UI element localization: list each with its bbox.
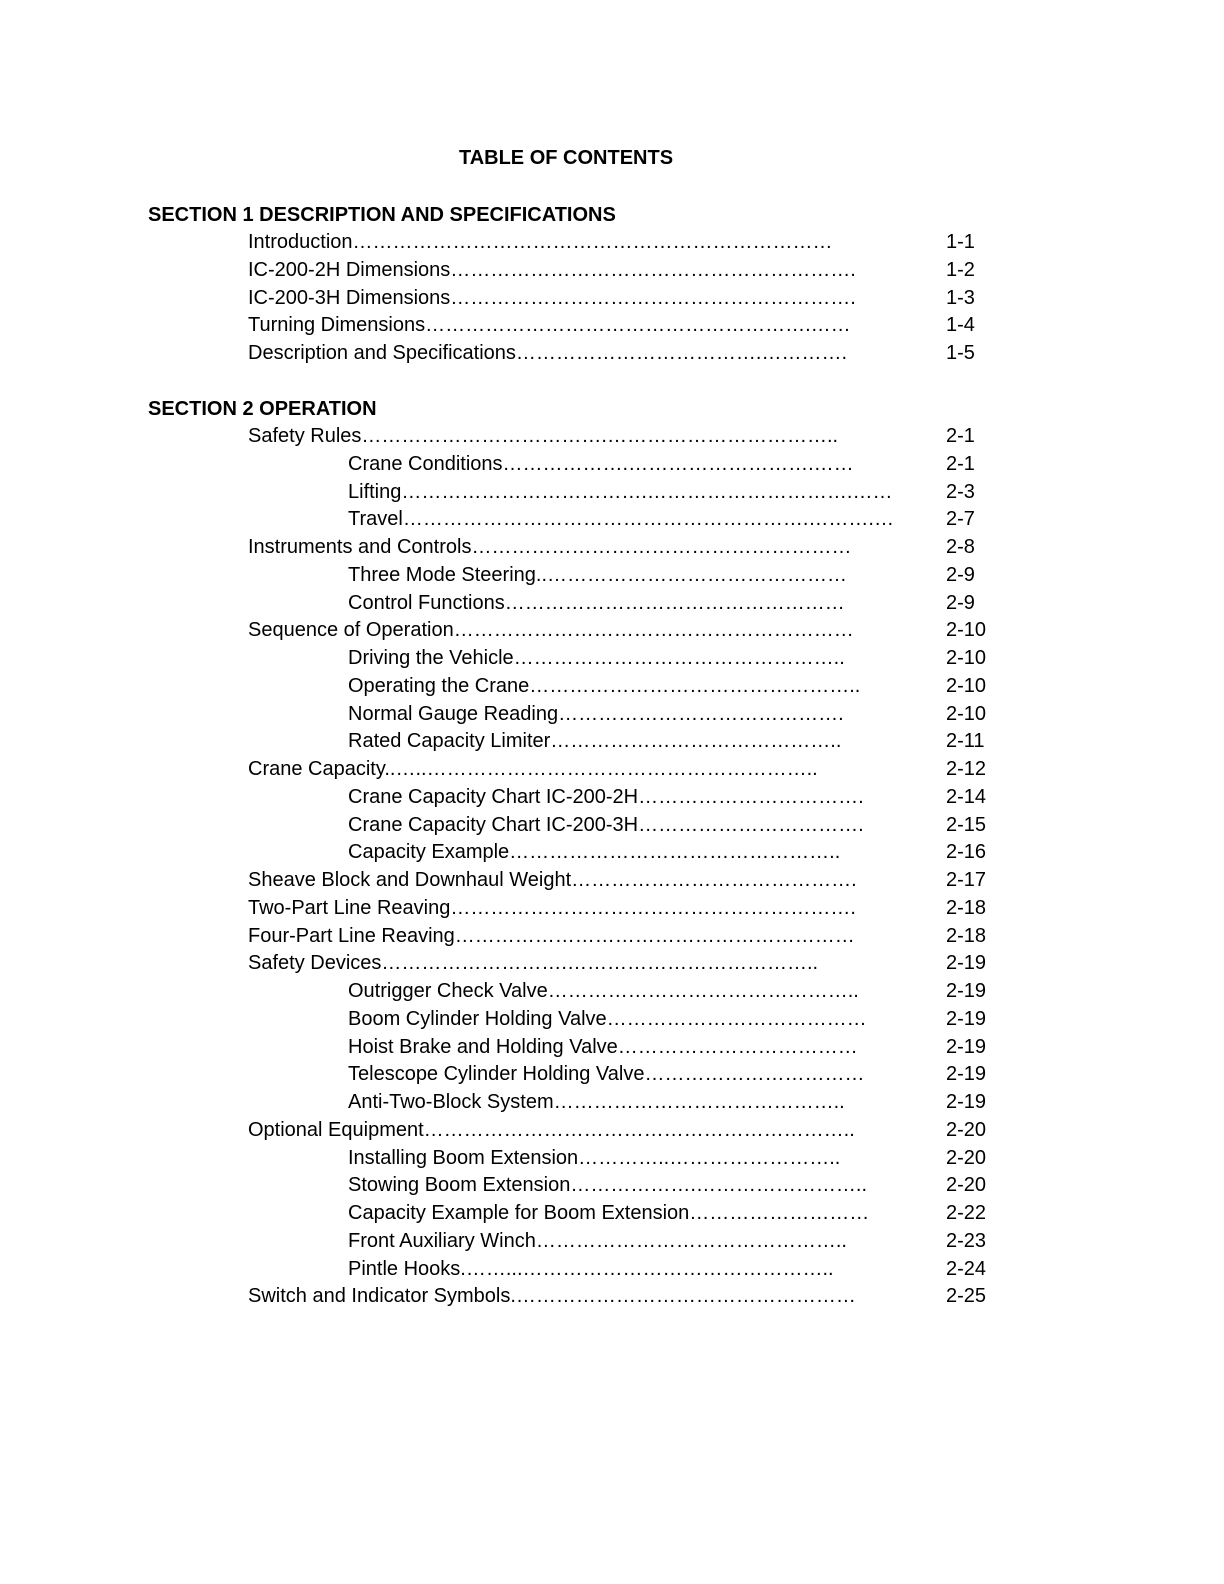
toc-entry-label: Capacity Example………………………………………….. xyxy=(348,841,841,864)
toc-entry-page-number: 2-18 xyxy=(946,896,987,919)
toc-entry-page-number: 2-19 xyxy=(946,952,987,975)
toc-entry xyxy=(0,1172,1224,1200)
toc-entry xyxy=(0,645,1224,673)
toc-entry-label: Anti-Two-Block System…………………………………….. xyxy=(348,1091,845,1113)
toc-entry-page-number: 2-8 xyxy=(946,536,975,558)
toc-entry xyxy=(0,451,1224,479)
toc-entry-page-number: 2-9 xyxy=(946,563,975,586)
toc-entry-page-number: 2-19 xyxy=(946,1007,987,1030)
toc-entry-label: Three Mode Steering..……………………………………… xyxy=(348,563,847,586)
toc-entry-page-number: 2-19 xyxy=(946,1091,987,1113)
toc-entry-page-number: 2-11 xyxy=(946,730,985,753)
toc-entry xyxy=(0,340,1224,368)
toc-entry-page-number: 2-10 xyxy=(946,647,987,669)
toc-entry-label: Introduction……………………………………………………………… xyxy=(248,231,833,253)
toc-entry-page-number: 2-24 xyxy=(946,1257,987,1280)
toc-entry-label: Boom Cylinder Holding Valve………………………………… xyxy=(348,1007,867,1030)
toc-entry-label: Lifting……………………………….………………………….…… xyxy=(348,480,893,503)
toc-entry xyxy=(0,1061,1224,1089)
toc-entry xyxy=(0,423,1224,451)
toc-entry-label: Instruments and Controls………………………………………………… xyxy=(248,536,852,558)
toc-entry-page-number: 2-1 xyxy=(946,452,975,475)
toc-entry-label: Stowing Boom Extension……………….…………………….. xyxy=(348,1174,868,1197)
toc-entry-page-number: 2-19 xyxy=(946,1035,987,1058)
toc-entry xyxy=(0,617,1224,645)
toc-entry-page-number: 2-19 xyxy=(946,980,987,1002)
section-heading-2: SECTION 2 OPERATION xyxy=(148,398,377,420)
section-heading-1: SECTION 1 DESCRIPTION AND SPECIFICATIONS xyxy=(148,204,616,226)
section-1-entries xyxy=(0,229,1224,368)
toc-entry xyxy=(0,312,1224,340)
toc-entry-page-number: 2-22 xyxy=(946,1202,987,1224)
toc-entry-page-number: 2-25 xyxy=(946,1285,987,1308)
toc-entry xyxy=(0,562,1224,590)
toc-entry-label: Description and Specifications……………………………….…………. xyxy=(248,342,848,364)
toc-entry xyxy=(0,1089,1224,1117)
toc-entry-page-number: 2-9 xyxy=(946,591,975,614)
toc-entry xyxy=(0,229,1224,257)
toc-entry-page-number: 2-3 xyxy=(946,480,975,503)
toc-entry xyxy=(0,784,1224,812)
toc-entry-label: Switch and Indicator Symbols.…………………………………………… xyxy=(248,1285,856,1308)
toc-entry xyxy=(0,756,1224,784)
toc-entry xyxy=(0,285,1224,313)
toc-entry-label: Travel…………………………………………………….……….… xyxy=(348,508,894,531)
toc-entry-label: Crane Capacity..…..………………………………………………….. xyxy=(248,758,818,780)
toc-entry-page-number: 2-17 xyxy=(946,869,987,891)
page-title: TABLE OF CONTENTS xyxy=(458,147,674,169)
toc-entry xyxy=(0,1228,1224,1256)
toc-entry-label: Normal Gauge Reading……………………………………. xyxy=(348,702,844,725)
toc-entry xyxy=(0,1006,1224,1034)
toc-entry xyxy=(0,1145,1224,1173)
toc-entry xyxy=(0,257,1224,285)
toc-entry xyxy=(0,701,1224,729)
toc-entry-label: Sheave Block and Downhaul Weight……………………………………. xyxy=(248,869,857,891)
toc-entry xyxy=(0,923,1224,951)
toc-entry-label: IC-200-2H Dimensions……………………………………………………. xyxy=(248,258,856,281)
toc-entry-label: Crane Conditions……………….……………………….…… xyxy=(348,452,854,475)
toc-entry xyxy=(0,895,1224,923)
toc-entry-label: Outrigger Check Valve……………………………………….. xyxy=(348,980,859,1002)
toc-entry-label: Turning Dimensions………………………………………………….…… xyxy=(248,314,851,337)
toc-entry-label: Two-Part Line Reaving……………………………………………………. xyxy=(248,896,856,919)
toc-entry xyxy=(0,728,1224,756)
toc-entry-page-number: 2-10 xyxy=(946,674,987,697)
toc-entry-page-number: 2-10 xyxy=(946,702,987,725)
toc-entry-page-number: 1-4 xyxy=(946,314,975,337)
toc-entry xyxy=(0,1117,1224,1145)
toc-entry-label: IC-200-3H Dimensions……………………………………………………. xyxy=(248,286,856,309)
toc-entry xyxy=(0,867,1224,895)
toc-entry-page-number: 1-5 xyxy=(946,342,975,364)
toc-entry-label: Hoist Brake and Holding Valve……………………………… xyxy=(348,1035,858,1058)
toc-entry-label: Four-Part Line Reaving…………………………………………………… xyxy=(248,924,855,947)
toc-entry-page-number: 2-1 xyxy=(946,425,975,447)
toc-entry-label: Installing Boom Extension…………..…………………….. xyxy=(348,1146,841,1169)
toc-entry-label: Operating the Crane………………………………………….. xyxy=(348,674,861,697)
toc-entry-page-number: 2-19 xyxy=(946,1063,987,1086)
toc-entry xyxy=(0,1256,1224,1284)
toc-entry xyxy=(0,506,1224,534)
toc-entry-label: Sequence of Operation…………………………………………………… xyxy=(248,619,854,642)
toc-entry-label: Rated Capacity Limiter…………………………………….. xyxy=(348,730,842,753)
toc-entry-label: Crane Capacity Chart IC-200-3H……………………………. xyxy=(348,813,864,836)
toc-entry-page-number: 2-10 xyxy=(946,619,987,642)
toc-entry xyxy=(0,673,1224,701)
toc-entry-page-number: 2-7 xyxy=(946,508,975,531)
toc-entry-page-number: 2-23 xyxy=(946,1229,987,1252)
toc-entry-page-number: 2-14 xyxy=(946,785,987,808)
toc-entry-label: Driving the Vehicle………………………………………….. xyxy=(348,647,845,669)
toc-entry-label: Optional Equipment……………………………………………………….. xyxy=(248,1118,855,1141)
toc-entry-page-number: 2-18 xyxy=(946,924,987,947)
section-2-entries xyxy=(0,423,1224,1311)
toc-entry-page-number: 2-20 xyxy=(946,1146,987,1169)
toc-entry xyxy=(0,1034,1224,1062)
toc-entry xyxy=(0,978,1224,1006)
toc-entry-page-number: 2-20 xyxy=(946,1118,987,1141)
toc-entry xyxy=(0,950,1224,978)
toc-entry xyxy=(0,839,1224,867)
toc-entry xyxy=(0,1200,1224,1228)
toc-entry xyxy=(0,590,1224,618)
toc-entry-page-number: 2-15 xyxy=(946,813,987,836)
toc-entry-page-number: 2-16 xyxy=(946,841,987,864)
toc-entry-label: Capacity Example for Boom Extension……………………… xyxy=(348,1202,870,1224)
toc-entry-page-number: 2-12 xyxy=(946,758,987,780)
toc-entry-label: Safety Devices……………………….……………………………….. xyxy=(248,952,819,975)
toc-entry-page-number: 1-1 xyxy=(946,231,975,253)
toc-entry xyxy=(0,1283,1224,1311)
toc-entry-page-number: 1-2 xyxy=(946,258,975,281)
toc-entry-page-number: 2-20 xyxy=(946,1174,987,1197)
toc-entry-label: Telescope Cylinder Holding Valve…………………………… xyxy=(348,1063,865,1086)
toc-entry-label: Control Functions…………………………………………… xyxy=(348,591,845,614)
toc-entry-label: Crane Capacity Chart IC-200-2H……………………………. xyxy=(348,785,864,808)
toc-entry xyxy=(0,479,1224,507)
toc-entry-label: Pintle Hooks.……...……………………………………….. xyxy=(348,1257,834,1280)
toc-entry xyxy=(0,534,1224,562)
toc-entry-label: Safety Rules……………………………….…………………………….. xyxy=(248,425,839,447)
toc-entry-page-number: 1-3 xyxy=(946,286,975,309)
toc-entry-label: Front Auxiliary Winch……………………………………….. xyxy=(348,1229,847,1252)
toc-entry xyxy=(0,812,1224,840)
